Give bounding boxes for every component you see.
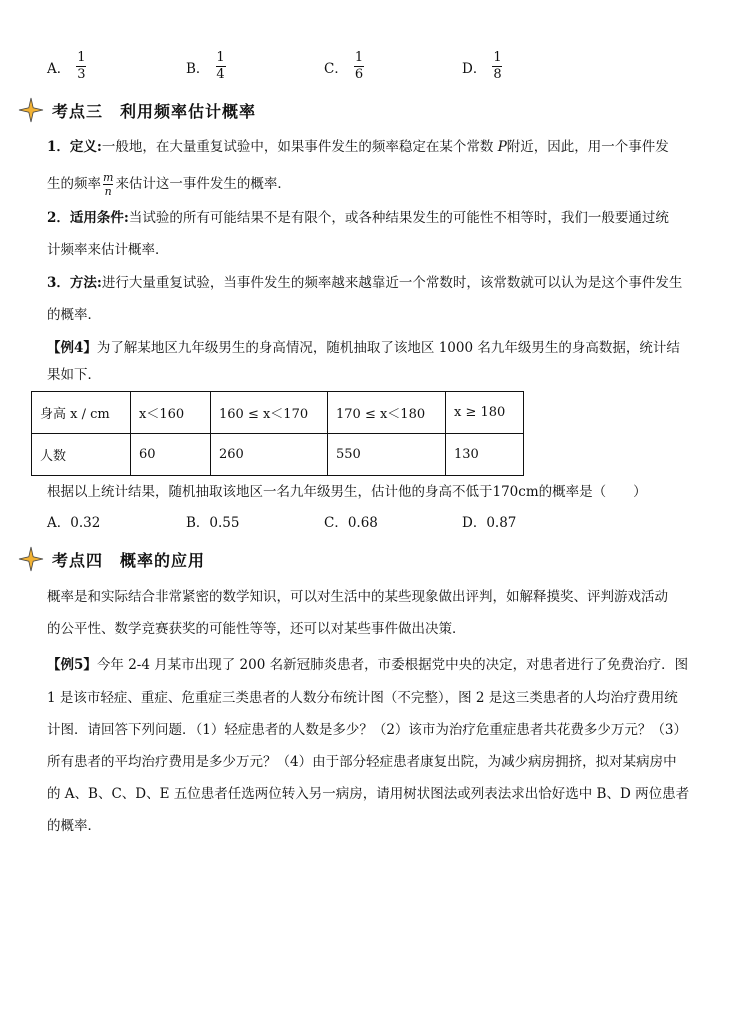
section-title: 考点四 概率的应用 <box>52 550 206 570</box>
example4-choice-d: D．0.87 <box>462 515 517 531</box>
example5-line-5: 的 A、B、C、D、E 五位患者任选两位转入另一病房，请用树状图法或列表法求出恰好选中 B、D 两位患者 <box>47 786 690 802</box>
choice-a: A． $\frac{1}{3}$ <box>47 50 86 82</box>
choice-b: B． $\frac{1}{4}$ <box>186 50 225 82</box>
fraction: $\frac{1}{4}$ <box>216 50 225 82</box>
table-cell: 170 ≤ x＜180 <box>328 392 446 434</box>
table-row <box>32 434 524 476</box>
example4-choice-a: A．0.32 <box>47 515 101 531</box>
table-cell: 260 <box>211 434 328 476</box>
section4-line-2: 的公平性、数学竞赛获奖的可能性等等，还可以对某些事件做出决策． <box>47 621 466 637</box>
star-icon <box>18 546 44 572</box>
table-cell: 身高 x / cm <box>32 392 131 434</box>
choice-d: D． $\frac{1}{8}$ <box>462 50 502 82</box>
condition-line-2: 计频率来估计概率． <box>47 242 169 258</box>
section-title: 考点三 利用频率估计概率 <box>52 101 257 121</box>
section-header-3 <box>18 97 256 123</box>
method-line-2: 的概率． <box>47 307 101 323</box>
definition-line-1: 1．定义:一般地，在大量重复试验中，如果事件发生的频率稳定在某个常数 P附近，因此，用一个事件发 <box>47 139 669 155</box>
method-line-1: 3．方法:进行大量重复试验，当事件发生的频率越来越靠近一个常数时，该常数就可以认为是这个事件发生 <box>47 275 683 291</box>
example5-line-6: 的概率． <box>47 818 101 834</box>
example5-line-2: 1 是该市轻症、重症、危重症三类患者的人数分布统计图（不完整），图 2 是这三类患者的人均治疗费用统 <box>47 690 678 706</box>
example5-line-3: 计图．请回答下列问题．（1）轻症患者的人数是多少？（2）该市为治疗危重症患者共花费多少万元？（3） <box>47 722 688 738</box>
example5-line-1: 【例5】今年 2-4 月某市出现了 200 名新冠肺炎患者，市委根据党中央的决定，对患者进行了免费治疗．图 <box>47 657 689 673</box>
choice-c: C． $\frac{1}{6}$ <box>324 50 364 82</box>
table-cell: x＜160 <box>131 392 211 434</box>
fraction: $\frac{1}{8}$ <box>493 50 502 82</box>
example4-choice-b: B．0.55 <box>186 515 240 531</box>
table-cell: 60 <box>131 434 211 476</box>
height-table <box>31 391 524 476</box>
table-row <box>32 392 524 434</box>
table-cell: 550 <box>328 434 446 476</box>
example4-question: 根据以上统计结果，随机抽取该地区一名九年级男生，估计他的身高不低于170cm的概率是（ ） <box>47 484 647 500</box>
star-icon <box>18 97 44 123</box>
condition-line-1: 2．适用条件:当试验的所有可能结果不是有限个，或各种结果发生的可能性不相等时，我们一般要通过统 <box>47 210 669 226</box>
section4-line-1: 概率是和实际结合非常紧密的数学知识，可以对生活中的某些现象做出评判，如解释摸奖、评判游戏活动 <box>47 589 668 605</box>
example4-line-1: 【例4】为了解某地区九年级男生的身高情况，随机抽取了该地区 1000 名九年级男生的身高数据，统计结 <box>47 340 680 356</box>
example4-line-2: 果如下． <box>47 367 101 383</box>
table-cell: 人数 <box>32 434 131 476</box>
example4-choice-c: C．0.68 <box>324 515 378 531</box>
example5-line-4: 所有患者的平均治疗费用是多少万元？（4）由于部分轻症患者康复出院，为减少病房拥挤，拟对某病房中 <box>47 754 677 770</box>
fraction: $\frac{1}{6}$ <box>354 50 364 82</box>
table-cell: x ≥ 180 <box>446 392 524 434</box>
section-header-4 <box>18 546 205 572</box>
table-cell: 130 <box>446 434 524 476</box>
definition-line-2: 生的频率 $\frac{m}{n}$ 来估计这一事件发生的概率． <box>47 171 291 198</box>
fraction: $\frac{m}{n}$ <box>103 171 114 198</box>
table-cell: 160 ≤ x＜170 <box>211 392 328 434</box>
fraction: $\frac{1}{3}$ <box>77 50 86 82</box>
